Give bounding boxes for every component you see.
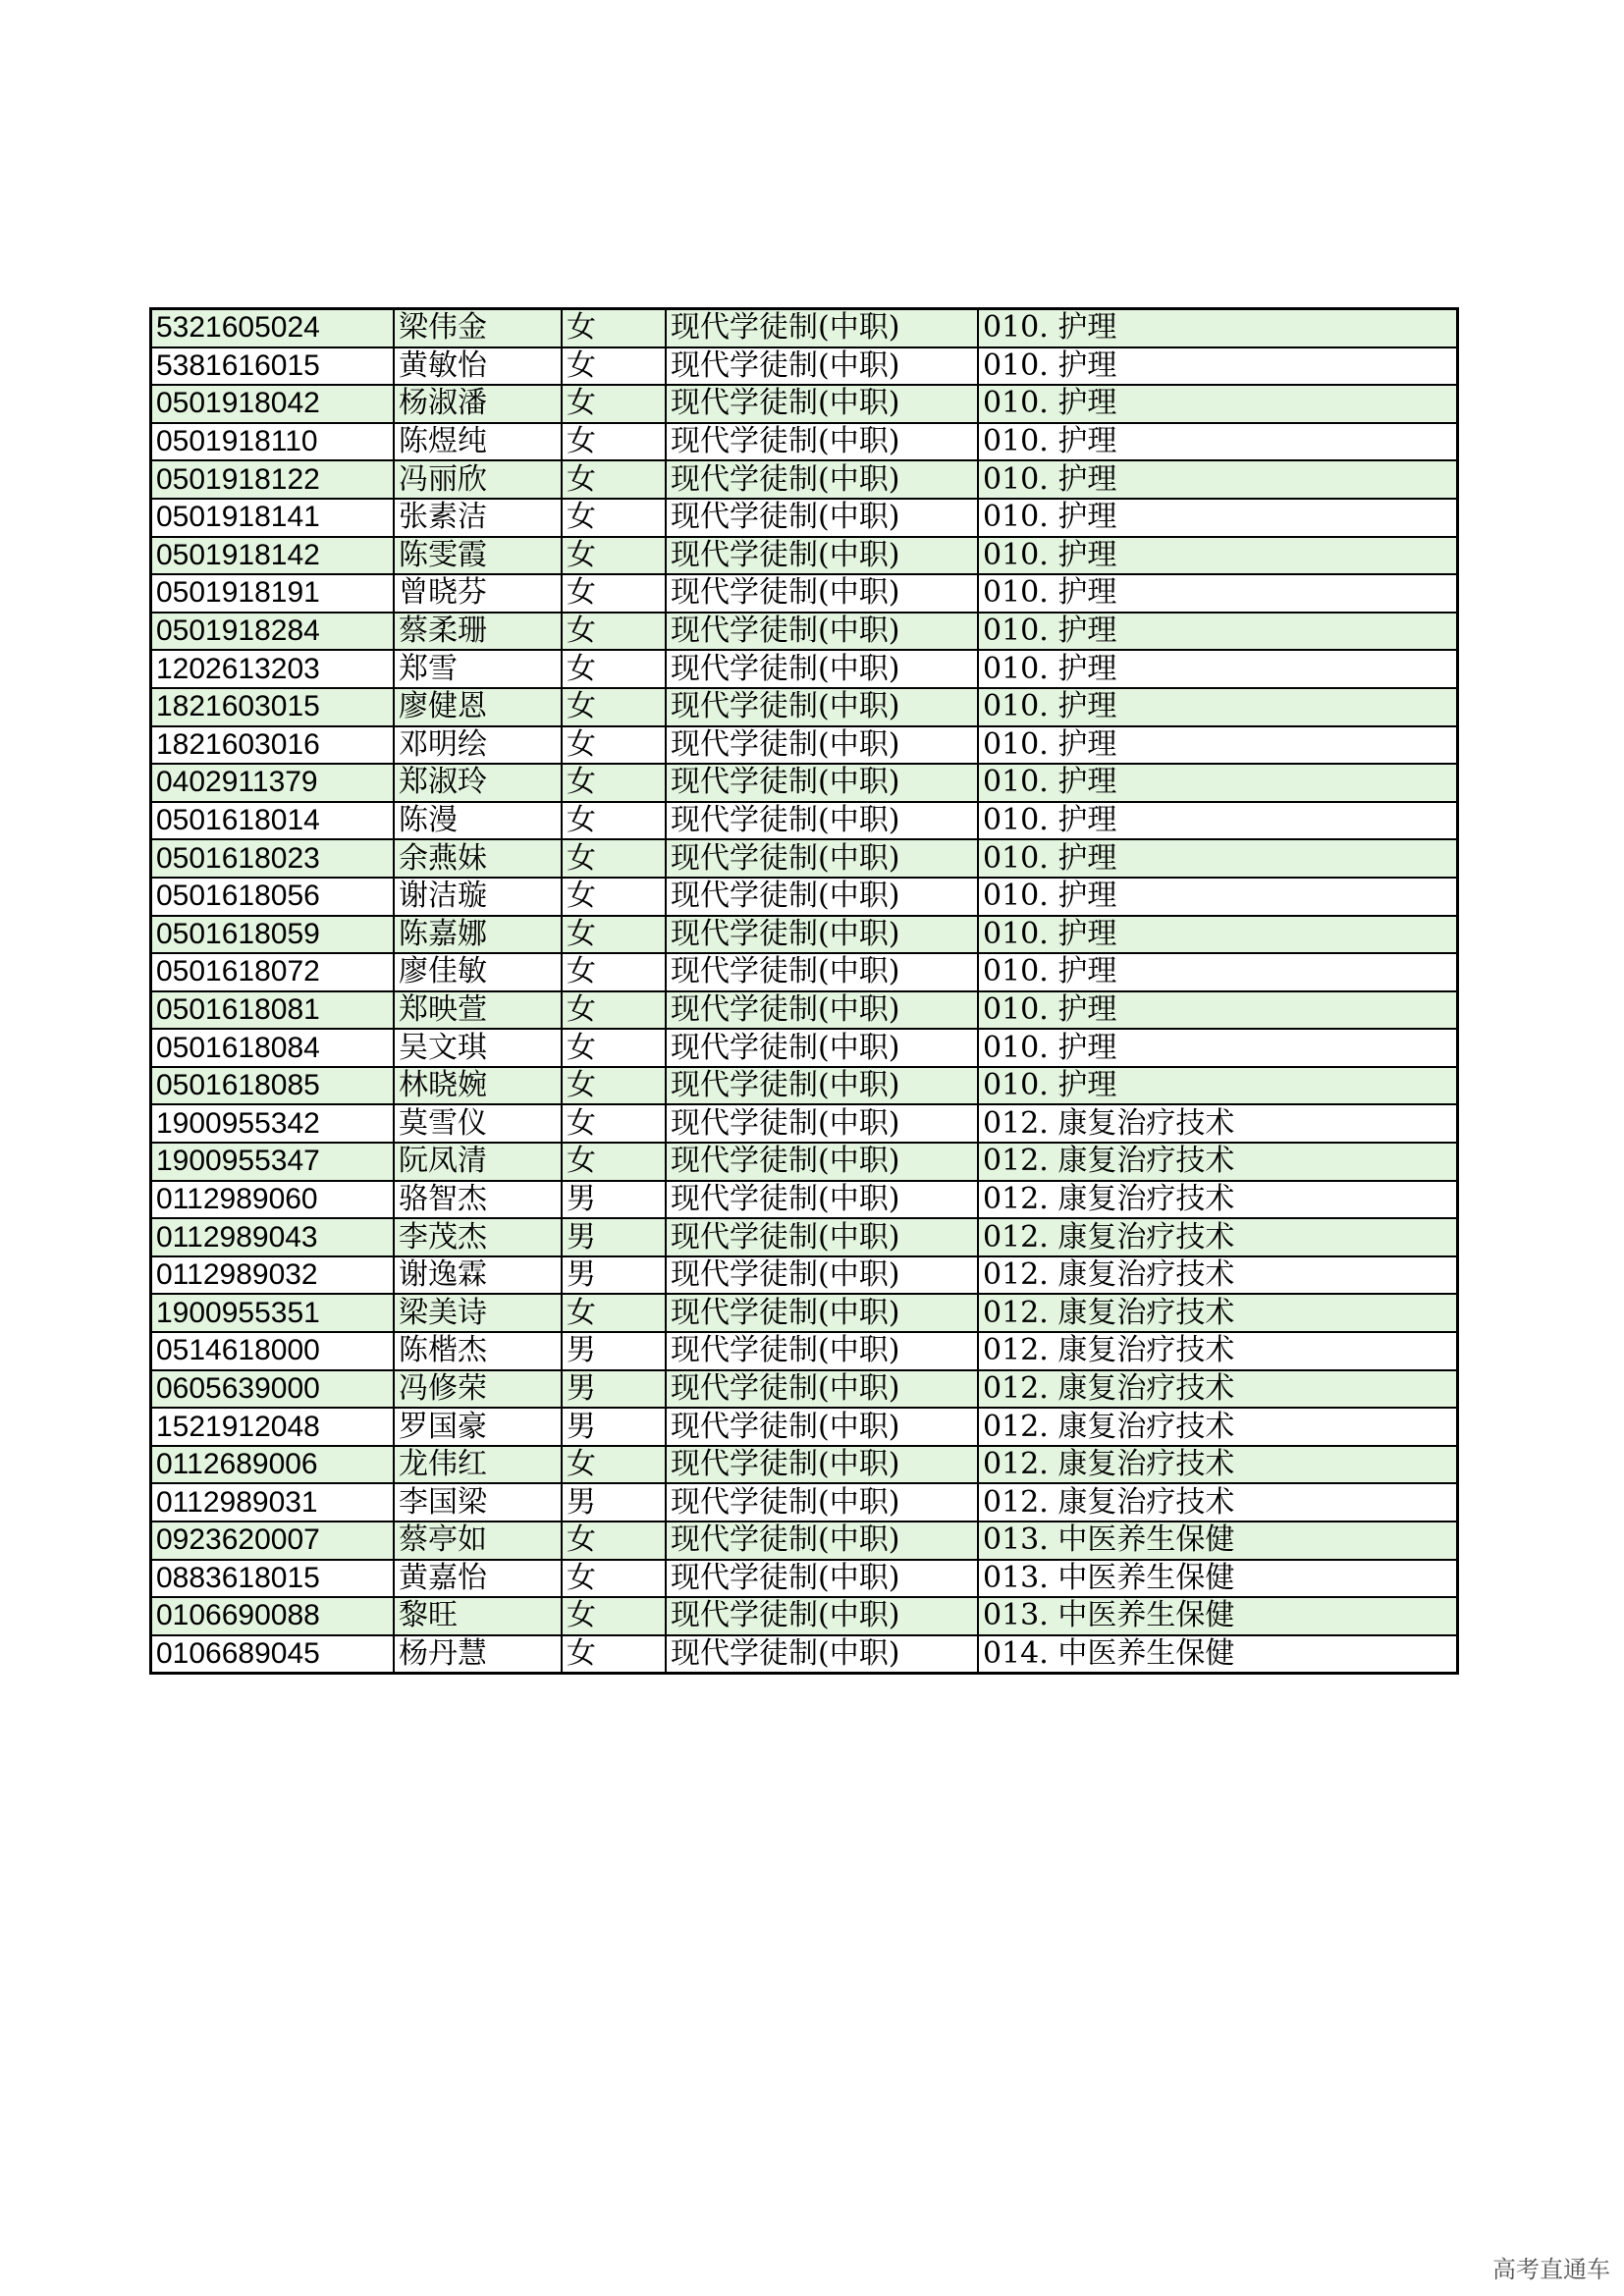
table-row [151, 878, 1458, 916]
student-name-cell: 蔡亭如 [394, 1522, 562, 1560]
gender-cell: 女 [562, 1067, 666, 1105]
major-cell: 012. 康复治疗技术 [978, 1294, 1458, 1332]
table-row [151, 953, 1458, 991]
table-row [151, 537, 1458, 575]
gender-cell: 女 [562, 499, 666, 537]
enrollment-type-cell: 现代学徒制(中职) [666, 1597, 978, 1635]
student-name-cell: 郑映萱 [394, 991, 562, 1030]
student-id-cell: 0112989043 [151, 1218, 395, 1256]
table-row [151, 1597, 1458, 1635]
gender-cell: 女 [562, 460, 666, 499]
enrollment-type-cell: 现代学徒制(中职) [666, 1218, 978, 1256]
table-row [151, 574, 1458, 613]
table-row [151, 726, 1458, 765]
major-cell: 010. 护理 [978, 802, 1458, 840]
gender-cell: 男 [562, 1256, 666, 1295]
gender-cell: 女 [562, 839, 666, 878]
major-cell: 012. 康复治疗技术 [978, 1104, 1458, 1143]
student-name-cell: 杨丹慧 [394, 1635, 562, 1674]
table-row [151, 1143, 1458, 1181]
gender-cell: 女 [562, 726, 666, 765]
student-name-cell: 林晓婉 [394, 1067, 562, 1105]
table-row [151, 1218, 1458, 1256]
student-name-cell: 吴文琪 [394, 1029, 562, 1067]
student-id-cell: 0501618056 [151, 878, 395, 916]
enrollment-type-cell: 现代学徒制(中职) [666, 688, 978, 726]
enrollment-type-cell: 现代学徒制(中职) [666, 953, 978, 991]
enrollment-type-cell: 现代学徒制(中职) [666, 916, 978, 954]
student-name-cell: 黄敏怡 [394, 347, 562, 386]
table-row [151, 1560, 1458, 1598]
enrollment-type-cell: 现代学徒制(中职) [666, 460, 978, 499]
table-row [151, 1067, 1458, 1105]
gender-cell: 女 [562, 764, 666, 802]
major-cell: 013. 中医养生保健 [978, 1597, 1458, 1635]
student-id-cell: 0106690088 [151, 1597, 395, 1635]
major-cell: 010. 护理 [978, 385, 1458, 423]
major-cell: 010. 护理 [978, 726, 1458, 765]
major-cell: 010. 护理 [978, 650, 1458, 688]
table-row [151, 688, 1458, 726]
enrollment-type-cell: 现代学徒制(中职) [666, 1067, 978, 1105]
enrollment-type-cell: 现代学徒制(中职) [666, 613, 978, 651]
student-id-cell: 0112989032 [151, 1256, 395, 1295]
enrollment-type-cell: 现代学徒制(中职) [666, 347, 978, 386]
student-id-cell: 0402911379 [151, 764, 395, 802]
major-cell: 013. 中医养生保健 [978, 1560, 1458, 1598]
gender-cell: 女 [562, 991, 666, 1030]
major-cell: 012. 康复治疗技术 [978, 1332, 1458, 1370]
major-cell: 012. 康复治疗技术 [978, 1370, 1458, 1409]
gender-cell: 男 [562, 1370, 666, 1409]
gender-cell: 女 [562, 688, 666, 726]
enrollment-type-cell: 现代学徒制(中职) [666, 802, 978, 840]
major-cell: 010. 护理 [978, 499, 1458, 537]
student-id-cell: 0501918191 [151, 574, 395, 613]
table-row [151, 650, 1458, 688]
gender-cell: 女 [562, 613, 666, 651]
student-name-cell: 陈嘉娜 [394, 916, 562, 954]
table-row [151, 1522, 1458, 1560]
student-name-cell: 冯丽欣 [394, 460, 562, 499]
student-name-cell: 莫雪仪 [394, 1104, 562, 1143]
gender-cell: 女 [562, 1560, 666, 1598]
student-name-cell: 陈漫 [394, 802, 562, 840]
gender-cell: 女 [562, 1635, 666, 1674]
student-id-cell: 0501918122 [151, 460, 395, 499]
student-id-cell: 1821603016 [151, 726, 395, 765]
major-cell: 010. 护理 [978, 1067, 1458, 1105]
student-id-cell: 0501918141 [151, 499, 395, 537]
table-row [151, 385, 1458, 423]
major-cell: 014. 中医养生保健 [978, 1635, 1458, 1674]
major-cell: 010. 护理 [978, 916, 1458, 954]
enrollment-type-cell: 现代学徒制(中职) [666, 1294, 978, 1332]
table-row [151, 802, 1458, 840]
enrollment-type-cell: 现代学徒制(中职) [666, 1522, 978, 1560]
major-cell: 010. 护理 [978, 953, 1458, 991]
enrollment-type-cell: 现代学徒制(中职) [666, 1181, 978, 1219]
student-name-cell: 廖佳敏 [394, 953, 562, 991]
student-name-cell: 邓明绘 [394, 726, 562, 765]
table-row [151, 1294, 1458, 1332]
enrollment-type-cell: 现代学徒制(中职) [666, 1408, 978, 1446]
gender-cell: 女 [562, 385, 666, 423]
gender-cell: 男 [562, 1332, 666, 1370]
major-cell: 010. 护理 [978, 309, 1458, 347]
student-id-cell: 0883618015 [151, 1560, 395, 1598]
student-name-cell: 黄嘉怡 [394, 1560, 562, 1598]
student-id-cell: 5381616015 [151, 347, 395, 386]
table-row [151, 1104, 1458, 1143]
enrollment-type-cell: 现代学徒制(中职) [666, 1332, 978, 1370]
student-id-cell: 0501618014 [151, 802, 395, 840]
enrollment-type-cell: 现代学徒制(中职) [666, 1370, 978, 1409]
table-row [151, 1370, 1458, 1409]
gender-cell: 女 [562, 1446, 666, 1484]
student-name-cell: 谢逸霖 [394, 1256, 562, 1295]
student-name-cell: 梁美诗 [394, 1294, 562, 1332]
student-name-cell: 余燕妹 [394, 839, 562, 878]
major-cell: 010. 护理 [978, 423, 1458, 461]
major-cell: 012. 康复治疗技术 [978, 1181, 1458, 1219]
gender-cell: 女 [562, 916, 666, 954]
student-name-cell: 杨淑潘 [394, 385, 562, 423]
major-cell: 012. 康复治疗技术 [978, 1446, 1458, 1484]
table-row [151, 499, 1458, 537]
gender-cell: 女 [562, 574, 666, 613]
enrollment-type-cell: 现代学徒制(中职) [666, 423, 978, 461]
table-row [151, 347, 1458, 386]
student-id-cell: 0501618084 [151, 1029, 395, 1067]
table-row [151, 1635, 1458, 1674]
major-cell: 010. 护理 [978, 878, 1458, 916]
gender-cell: 女 [562, 1522, 666, 1560]
gender-cell: 女 [562, 878, 666, 916]
gender-cell: 女 [562, 1143, 666, 1181]
enrollment-type-cell: 现代学徒制(中职) [666, 574, 978, 613]
enrollment-type-cell: 现代学徒制(中职) [666, 309, 978, 347]
gender-cell: 男 [562, 1483, 666, 1522]
gender-cell: 女 [562, 537, 666, 575]
table-row [151, 1256, 1458, 1295]
table-row [151, 1408, 1458, 1446]
student-name-cell: 蔡柔珊 [394, 613, 562, 651]
student-id-cell: 0501918142 [151, 537, 395, 575]
table-row [151, 309, 1458, 347]
enrollment-type-cell: 现代学徒制(中职) [666, 1446, 978, 1484]
student-id-cell: 0501918284 [151, 613, 395, 651]
student-id-cell: 0501618081 [151, 991, 395, 1030]
student-id-cell: 0112989031 [151, 1483, 395, 1522]
student-name-cell: 龙伟红 [394, 1446, 562, 1484]
enrollment-type-cell: 现代学徒制(中职) [666, 878, 978, 916]
student-id-cell: 1821603015 [151, 688, 395, 726]
student-name-cell: 陈楷杰 [394, 1332, 562, 1370]
major-cell: 010. 护理 [978, 460, 1458, 499]
student-id-cell: 1900955342 [151, 1104, 395, 1143]
gender-cell: 女 [562, 650, 666, 688]
enrollment-type-cell: 现代学徒制(中职) [666, 1104, 978, 1143]
table-row [151, 423, 1458, 461]
table-row [151, 1029, 1458, 1067]
enrollment-type-cell: 现代学徒制(中职) [666, 726, 978, 765]
student-id-cell: 0501618085 [151, 1067, 395, 1105]
enrollment-type-cell: 现代学徒制(中职) [666, 839, 978, 878]
enrollment-type-cell: 现代学徒制(中职) [666, 650, 978, 688]
table-row [151, 916, 1458, 954]
gender-cell: 女 [562, 1104, 666, 1143]
student-id-cell: 0501618023 [151, 839, 395, 878]
student-name-cell: 阮凤清 [394, 1143, 562, 1181]
student-name-cell: 张素洁 [394, 499, 562, 537]
major-cell: 012. 康复治疗技术 [978, 1408, 1458, 1446]
major-cell: 010. 护理 [978, 347, 1458, 386]
table-body [151, 309, 1458, 1674]
major-cell: 010. 护理 [978, 574, 1458, 613]
major-cell: 010. 护理 [978, 537, 1458, 575]
major-cell: 010. 护理 [978, 613, 1458, 651]
gender-cell: 男 [562, 1181, 666, 1219]
student-id-cell: 1900955351 [151, 1294, 395, 1332]
enrollment-type-cell: 现代学徒制(中职) [666, 537, 978, 575]
table-row [151, 1332, 1458, 1370]
student-id-cell: 0501618059 [151, 916, 395, 954]
enrollment-type-cell: 现代学徒制(中职) [666, 499, 978, 537]
table-row [151, 991, 1458, 1030]
enrollment-type-cell: 现代学徒制(中职) [666, 1143, 978, 1181]
gender-cell: 女 [562, 309, 666, 347]
enrollment-type-cell: 现代学徒制(中职) [666, 385, 978, 423]
gender-cell: 男 [562, 1218, 666, 1256]
student-name-cell: 曾晓芬 [394, 574, 562, 613]
student-id-cell: 0112989060 [151, 1181, 395, 1219]
gender-cell: 男 [562, 1408, 666, 1446]
enrollment-type-cell: 现代学徒制(中职) [666, 1256, 978, 1295]
enrollment-type-cell: 现代学徒制(中职) [666, 1029, 978, 1067]
student-name-cell: 黎旺 [394, 1597, 562, 1635]
major-cell: 010. 护理 [978, 839, 1458, 878]
student-id-cell: 5321605024 [151, 309, 395, 347]
student-name-cell: 郑雪 [394, 650, 562, 688]
table-row [151, 1181, 1458, 1219]
student-id-cell: 1521912048 [151, 1408, 395, 1446]
gender-cell: 女 [562, 1597, 666, 1635]
gender-cell: 女 [562, 347, 666, 386]
enrollment-type-cell: 现代学徒制(中职) [666, 1560, 978, 1598]
major-cell: 013. 中医养生保健 [978, 1522, 1458, 1560]
enrollment-type-cell: 现代学徒制(中职) [666, 764, 978, 802]
student-id-cell: 0605639000 [151, 1370, 395, 1409]
student-id-cell: 0501618072 [151, 953, 395, 991]
enrollment-type-cell: 现代学徒制(中职) [666, 1635, 978, 1674]
major-cell: 010. 护理 [978, 688, 1458, 726]
student-name-cell: 李国梁 [394, 1483, 562, 1522]
student-id-cell: 0106689045 [151, 1635, 395, 1674]
table-row [151, 1446, 1458, 1484]
student-name-cell: 谢洁璇 [394, 878, 562, 916]
enrollment-type-cell: 现代学徒制(中职) [666, 991, 978, 1030]
table-row [151, 460, 1458, 499]
gender-cell: 女 [562, 1029, 666, 1067]
major-cell: 012. 康复治疗技术 [978, 1218, 1458, 1256]
table-row [151, 764, 1458, 802]
table-row [151, 839, 1458, 878]
gender-cell: 女 [562, 1294, 666, 1332]
table-row [151, 613, 1458, 651]
student-id-cell: 0112689006 [151, 1446, 395, 1484]
student-id-cell: 1202613203 [151, 650, 395, 688]
major-cell: 010. 护理 [978, 1029, 1458, 1067]
student-name-cell: 郑淑玲 [394, 764, 562, 802]
student-name-cell: 骆智杰 [394, 1181, 562, 1219]
enrollment-type-cell: 现代学徒制(中职) [666, 1483, 978, 1522]
student-name-cell: 罗国豪 [394, 1408, 562, 1446]
major-cell: 012. 康复治疗技术 [978, 1483, 1458, 1522]
student-id-cell: 0501918042 [151, 385, 395, 423]
student-name-cell: 廖健恩 [394, 688, 562, 726]
major-cell: 010. 护理 [978, 764, 1458, 802]
major-cell: 012. 康复治疗技术 [978, 1143, 1458, 1181]
student-name-cell: 陈雯霞 [394, 537, 562, 575]
table-row [151, 1483, 1458, 1522]
footer-watermark: 高考直通车 [1492, 2256, 1610, 2283]
gender-cell: 女 [562, 423, 666, 461]
major-cell: 010. 护理 [978, 991, 1458, 1030]
gender-cell: 女 [562, 802, 666, 840]
student-name-cell: 李茂杰 [394, 1218, 562, 1256]
student-id-cell: 1900955347 [151, 1143, 395, 1181]
gender-cell: 女 [562, 953, 666, 991]
student-name-cell: 陈煜纯 [394, 423, 562, 461]
student-id-cell: 0923620007 [151, 1522, 395, 1560]
student-name-cell: 冯修荣 [394, 1370, 562, 1409]
student-name-cell: 梁伟金 [394, 309, 562, 347]
student-id-cell: 0501918110 [151, 423, 395, 461]
major-cell: 012. 康复治疗技术 [978, 1256, 1458, 1295]
student-id-cell: 0514618000 [151, 1332, 395, 1370]
admission-list-table [149, 307, 1459, 1675]
